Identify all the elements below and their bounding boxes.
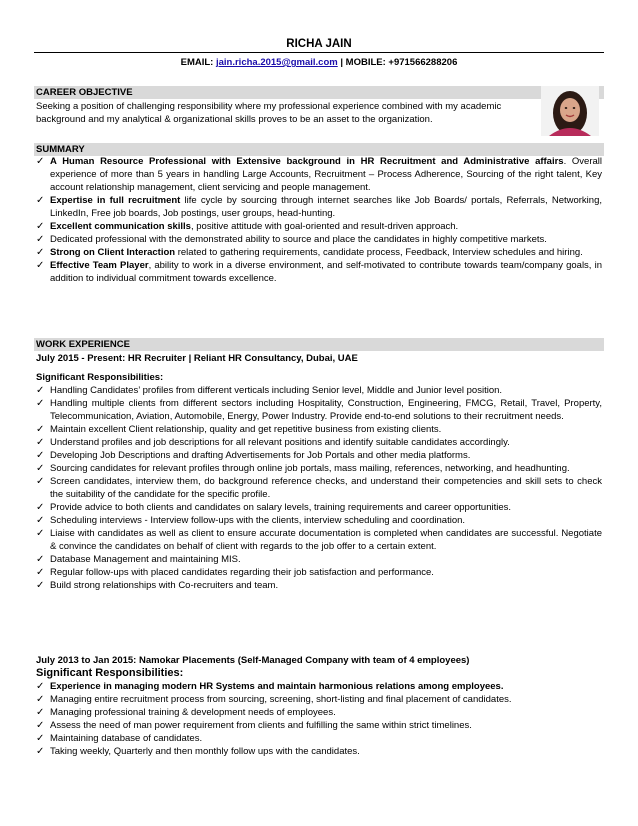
- item-emphasis: A Human Resource Professional with Extensive background in HR Recruitment and Administrative affairs: [50, 156, 564, 167]
- item-text: , positive attitude with goal-oriented and result-driven approach.: [190, 221, 459, 232]
- checkmark-icon: ✓: [36, 385, 45, 396]
- responsibility-item: [36, 680, 602, 693]
- responsibility-item: [36, 719, 602, 732]
- item-text: Screen candidates, interview them, do background reference checks, and understand their competencies and skill sets to check the suitability of the candidate for the specific profile.: [50, 476, 602, 500]
- summary-item: [36, 220, 602, 233]
- responsibility-item: [36, 501, 602, 514]
- item-text: , ability to work in a diverse environment, and self-motivated to contribute towards team/company goals, in addition to individual commitment towards excellence.: [50, 260, 602, 284]
- checkmark-icon: ✓: [36, 746, 45, 757]
- job2-responsibilities-label: Significant Responsibilities:: [36, 667, 184, 679]
- item-text: Understand profiles and job descriptions for all relevant positions and identify suitable candidates accordingly.: [50, 437, 510, 448]
- item-text: Managing entire recruitment process from sourcing, screening, short-listing and final placement of candidates.: [50, 694, 512, 705]
- job1-section: [36, 352, 602, 592]
- item-text: Handling multiple clients from different sectors including Hospitality, Construction, Engineering, FMCG, Retail, Travel, Property, Telecommunication, Aviation, Automobile, Energy, Power Industry. Provide end-to-end solutions to their recruitment needs.: [50, 398, 602, 422]
- career-objective-text: Seeking a position of challenging responsibility where my professional experience combined with my academic background and my analytical & organizational skills proves to be an asset to the organization.: [36, 101, 502, 125]
- checkmark-icon: ✓: [36, 234, 45, 245]
- checkmark-icon: ✓: [36, 195, 45, 206]
- job2-list: [36, 680, 602, 758]
- responsibility-item: [36, 384, 602, 397]
- checkmark-icon: ✓: [36, 156, 45, 167]
- item-text: Build strong relationships with Co-recruiters and team.: [50, 580, 279, 591]
- item-text: Experience in managing modern HR Systems and maintain harmonious relations among employees.: [50, 681, 504, 692]
- checkmark-icon: ✓: [36, 463, 45, 474]
- item-text: life cycle by sourcing through internet searches like Job Boards/ portals, Referrals, Networking, LinkedIn, Free job boards, Job postings, user groups, head-hunting.: [50, 195, 602, 219]
- checkmark-icon: ✓: [36, 720, 45, 731]
- responsibility-item: [36, 449, 602, 462]
- job1-list: [36, 384, 602, 592]
- summary-heading: SUMMARY: [34, 143, 604, 156]
- checkmark-icon: ✓: [36, 515, 45, 526]
- checkmark-icon: ✓: [36, 528, 45, 539]
- job2-heading: July 2013 to Jan 2015: Namokar Placements (Self-Managed Company with team of 4 employees): [36, 655, 470, 666]
- work-experience-heading: WORK EXPERIENCE: [34, 338, 604, 351]
- responsibility-item: [36, 693, 602, 706]
- checkmark-icon: ✓: [36, 707, 45, 718]
- item-emphasis: Expertise in full recruitment: [50, 195, 181, 206]
- item-text: related to gathering requirements, candidate process, Feedback, Interview schedules and hiring.: [175, 247, 583, 258]
- checkmark-icon: ✓: [36, 247, 45, 258]
- checkmark-icon: ✓: [36, 424, 45, 435]
- profile-photo: [541, 86, 599, 136]
- summary-list: [36, 155, 602, 285]
- item-text: Provide advice to both clients and candidates on salary levels, training requirements and career opportunities.: [50, 502, 512, 513]
- item-text: Dedicated professional with the demonstrated ability to source and place the candidates in highly competitive markets.: [50, 234, 547, 245]
- checkmark-icon: ✓: [36, 681, 45, 692]
- item-text: Database Management and maintaining MIS.: [50, 554, 241, 565]
- responsibility-item: [36, 553, 602, 566]
- item-text: Developing Job Descriptions and drafting Advertisements for Job Portals and other media platforms.: [50, 450, 471, 461]
- item-text: Scheduling interviews - Interview follow-ups with the clients, interview scheduling and coordination.: [50, 515, 466, 526]
- responsibility-item: [36, 397, 602, 423]
- summary-item: [36, 155, 602, 194]
- item-emphasis: Excellent communication skills: [50, 221, 191, 232]
- summary-section: [36, 155, 602, 285]
- checkmark-icon: ✓: [36, 694, 45, 705]
- responsibility-item: [36, 706, 602, 719]
- item-text: Maintain excellent Client relationship, quality and get repetitive business from existing clients.: [50, 424, 442, 435]
- checkmark-icon: ✓: [36, 502, 45, 513]
- summary-item: [36, 233, 602, 246]
- email-link[interactable]: jain.richa.2015@gmail.com: [215, 57, 338, 68]
- item-text: Maintaining database of candidates.: [50, 733, 203, 744]
- checkmark-icon: ✓: [36, 221, 45, 232]
- responsibility-item: [36, 566, 602, 579]
- responsibility-item: [36, 423, 602, 436]
- responsibility-item: [36, 436, 602, 449]
- checkmark-icon: ✓: [36, 260, 45, 271]
- item-text: Handling Candidates’ profiles from different verticals including Senior level, Middle and Junior level position.: [50, 385, 503, 396]
- checkmark-icon: ✓: [36, 450, 45, 461]
- responsibility-item: [36, 527, 602, 553]
- responsibility-item: [36, 462, 602, 475]
- summary-item: [36, 246, 602, 259]
- item-text: Managing professional training & development needs of employees.: [50, 707, 336, 718]
- item-text: Assess the need of man power requirement from clients and fulfilling the same within strict timelines.: [50, 720, 472, 731]
- responsibility-item: [36, 475, 602, 501]
- contact-line: [0, 56, 638, 69]
- header-rule: [34, 52, 604, 53]
- item-text: Sourcing candidates for relevant profiles through online job portals, mass mailing, references, networking, and headhunting.: [50, 463, 570, 474]
- checkmark-icon: ✓: [36, 733, 45, 744]
- candidate-name: RICHA JAIN: [286, 38, 352, 50]
- responsibility-item: [36, 579, 602, 592]
- responsibility-item: [36, 732, 602, 745]
- item-emphasis: Strong on Client Interaction: [50, 247, 176, 258]
- responsibility-item: [36, 745, 602, 758]
- checkmark-icon: ✓: [36, 476, 45, 487]
- checkmark-icon: ✓: [36, 580, 45, 591]
- checkmark-icon: ✓: [36, 554, 45, 565]
- item-text: . Overall experience of more than 5 years in handling Large Accounts, Recruitment – Process Adherence, Sourcing of the right talent, Key account relationship management, client servicing and people management.: [50, 156, 603, 193]
- summary-item: [36, 259, 602, 285]
- item-text: Taking weekly, Quarterly and then monthly follow ups with the candidates.: [50, 746, 360, 757]
- item-emphasis: Effective Team Player: [50, 260, 149, 271]
- checkmark-icon: ✓: [36, 398, 45, 409]
- email-label: EMAIL:: [180, 57, 214, 68]
- responsibility-item: [36, 514, 602, 527]
- mobile-text: | MOBILE: +971566288206: [340, 57, 458, 68]
- career-objective-heading: CAREER OBJECTIVE: [34, 86, 604, 99]
- summary-item: [36, 194, 602, 220]
- item-text: Regular follow-ups with placed candidates regarding their job satisfaction and performance.: [50, 567, 434, 578]
- job1-responsibilities-label: Significant Responsibilities:: [36, 372, 164, 383]
- item-text: Liaise with candidates as well as client to ensure accurate documentation is completed when candidates are successful. Negotiate & convince the candidates on behalf of client with regards to the job offer to a certain extent.: [50, 528, 602, 552]
- job1-heading: July 2015 - Present: HR Recruiter | Reliant HR Consultancy, Dubai, UAE: [36, 353, 358, 364]
- job2-section: [36, 654, 602, 758]
- checkmark-icon: ✓: [36, 437, 45, 448]
- checkmark-icon: ✓: [36, 567, 45, 578]
